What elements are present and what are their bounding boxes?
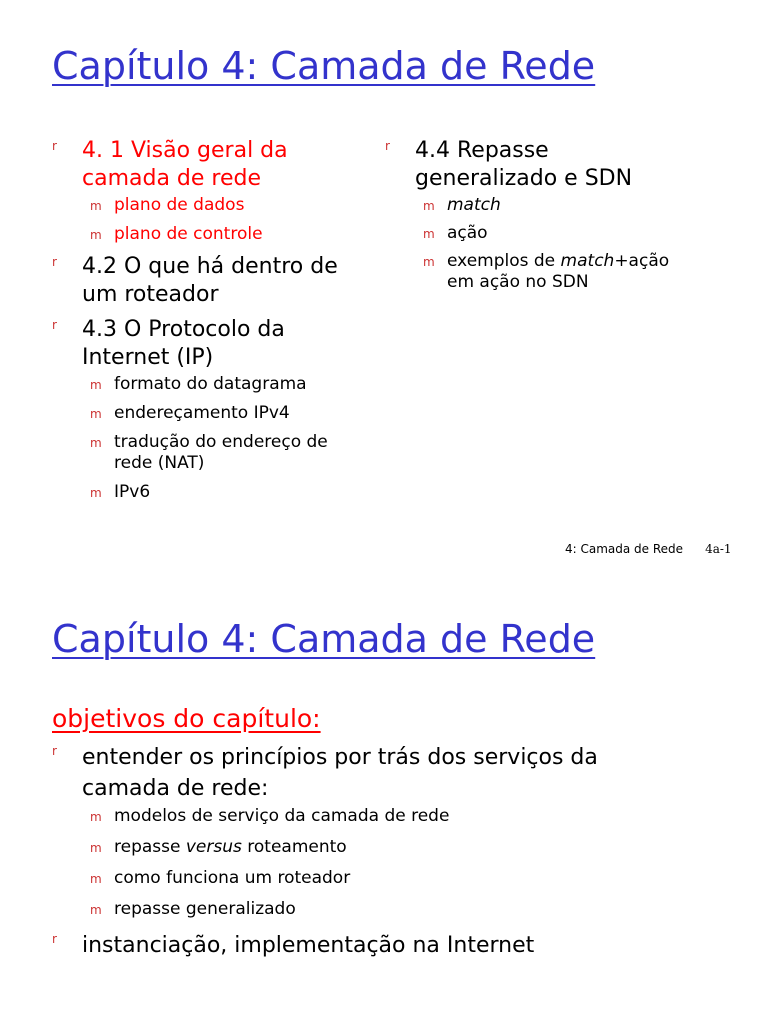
sub-item <box>82 374 372 395</box>
sub-bullet-icon: m <box>90 228 102 242</box>
sub-item-text: repasse generalizado <box>114 899 296 919</box>
sub-item <box>415 223 685 244</box>
sub-item <box>415 251 687 293</box>
sub-list <box>82 374 372 503</box>
bullet-icon: r <box>52 932 57 946</box>
sub-item-text: modelos de serviço da camada de rede <box>114 806 450 826</box>
sub-bullet-icon: m <box>90 436 102 450</box>
footer-label: 4: Camada de Rede <box>565 542 684 556</box>
slide-2 <box>0 595 768 1024</box>
sub-item-text: match <box>447 195 501 215</box>
outline-item-4-4 <box>385 137 685 293</box>
sub-item <box>82 806 652 827</box>
sub-item-text: ação <box>447 223 488 243</box>
bullet-icon: r <box>52 255 57 269</box>
bullet-icon: r <box>385 139 390 153</box>
sub-item <box>82 195 372 216</box>
objective-item <box>52 742 652 920</box>
sub-item-text-italic: versus <box>185 837 242 857</box>
sub-item <box>82 432 334 474</box>
bullet-icon: r <box>52 744 57 758</box>
sub-bullet-icon: m <box>90 486 102 500</box>
slide-1-title: Capítulo 4: Camada de Rede <box>52 44 596 88</box>
objective-item <box>52 930 652 961</box>
sub-bullet-icon: m <box>90 407 102 421</box>
outline-item-text: 4. 1 Visão geral da camada de rede <box>82 138 288 191</box>
slide-2-subheading: objetivos do capítulo: <box>52 704 321 733</box>
slide-2-title: Capítulo 4: Camada de Rede <box>52 617 596 661</box>
slide-footer <box>565 541 732 557</box>
sub-item-text: formato do datagrama <box>114 374 307 394</box>
sub-item-text-suffix: roteamento <box>241 837 347 857</box>
sub-item <box>82 482 372 503</box>
outline-item-text: 4.3 O Protocolo da Internet (IP) <box>82 317 285 370</box>
sub-item-text-prefix: exemplos de <box>447 251 561 271</box>
sub-list <box>82 195 372 245</box>
outline-left-column <box>52 137 372 511</box>
sub-item-text: como funciona um roteador <box>114 868 351 888</box>
sub-item-text-italic: match <box>560 251 615 271</box>
sub-bullet-icon: m <box>423 199 435 213</box>
sub-item <box>82 837 652 858</box>
sub-bullet-icon: m <box>90 903 102 917</box>
sub-item-text: IPv6 <box>114 482 151 502</box>
sub-list <box>415 195 685 293</box>
sub-item <box>82 224 372 245</box>
footer-page-number: 4a-1 <box>705 542 732 556</box>
sub-item-text-suffix: +ação em ação no SDN <box>447 251 670 292</box>
sub-item <box>82 403 372 424</box>
sub-bullet-icon: m <box>90 841 102 855</box>
bullet-icon: r <box>52 318 57 332</box>
sub-bullet-icon: m <box>423 227 435 241</box>
sub-bullet-icon: m <box>90 810 102 824</box>
sub-bullet-icon: m <box>90 378 102 392</box>
sub-item-text: endereçamento IPv4 <box>114 403 290 423</box>
sub-item-text: plano de dados <box>114 195 245 215</box>
sub-list <box>82 806 652 920</box>
objective-item-text: instanciação, implementação na Internet <box>82 933 535 958</box>
sub-bullet-icon: m <box>90 199 102 213</box>
outline-item-4-1 <box>52 137 372 245</box>
bullet-icon: r <box>52 139 57 153</box>
objectives-list <box>52 742 652 967</box>
sub-item <box>82 868 652 889</box>
outline-item-4-2 <box>52 253 372 309</box>
objective-item-text: entender os princípios por trás dos serviços da camada de rede: <box>82 745 598 801</box>
sub-bullet-icon: m <box>423 255 435 269</box>
sub-item-text: plano de controle <box>114 224 263 244</box>
outline-right-column <box>385 137 685 301</box>
sub-bullet-icon: m <box>90 872 102 886</box>
outline-item-4-3 <box>52 316 372 503</box>
sub-item <box>82 899 652 920</box>
sub-item-text-prefix: repasse <box>114 837 186 857</box>
sub-item <box>415 195 685 216</box>
sub-item-text: tradução do endereço de rede (NAT) <box>114 432 328 473</box>
outline-item-text: 4.4 Repasse generalizado e SDN <box>415 138 633 191</box>
outline-item-text: 4.2 O que há dentro de um roteador <box>82 254 338 307</box>
